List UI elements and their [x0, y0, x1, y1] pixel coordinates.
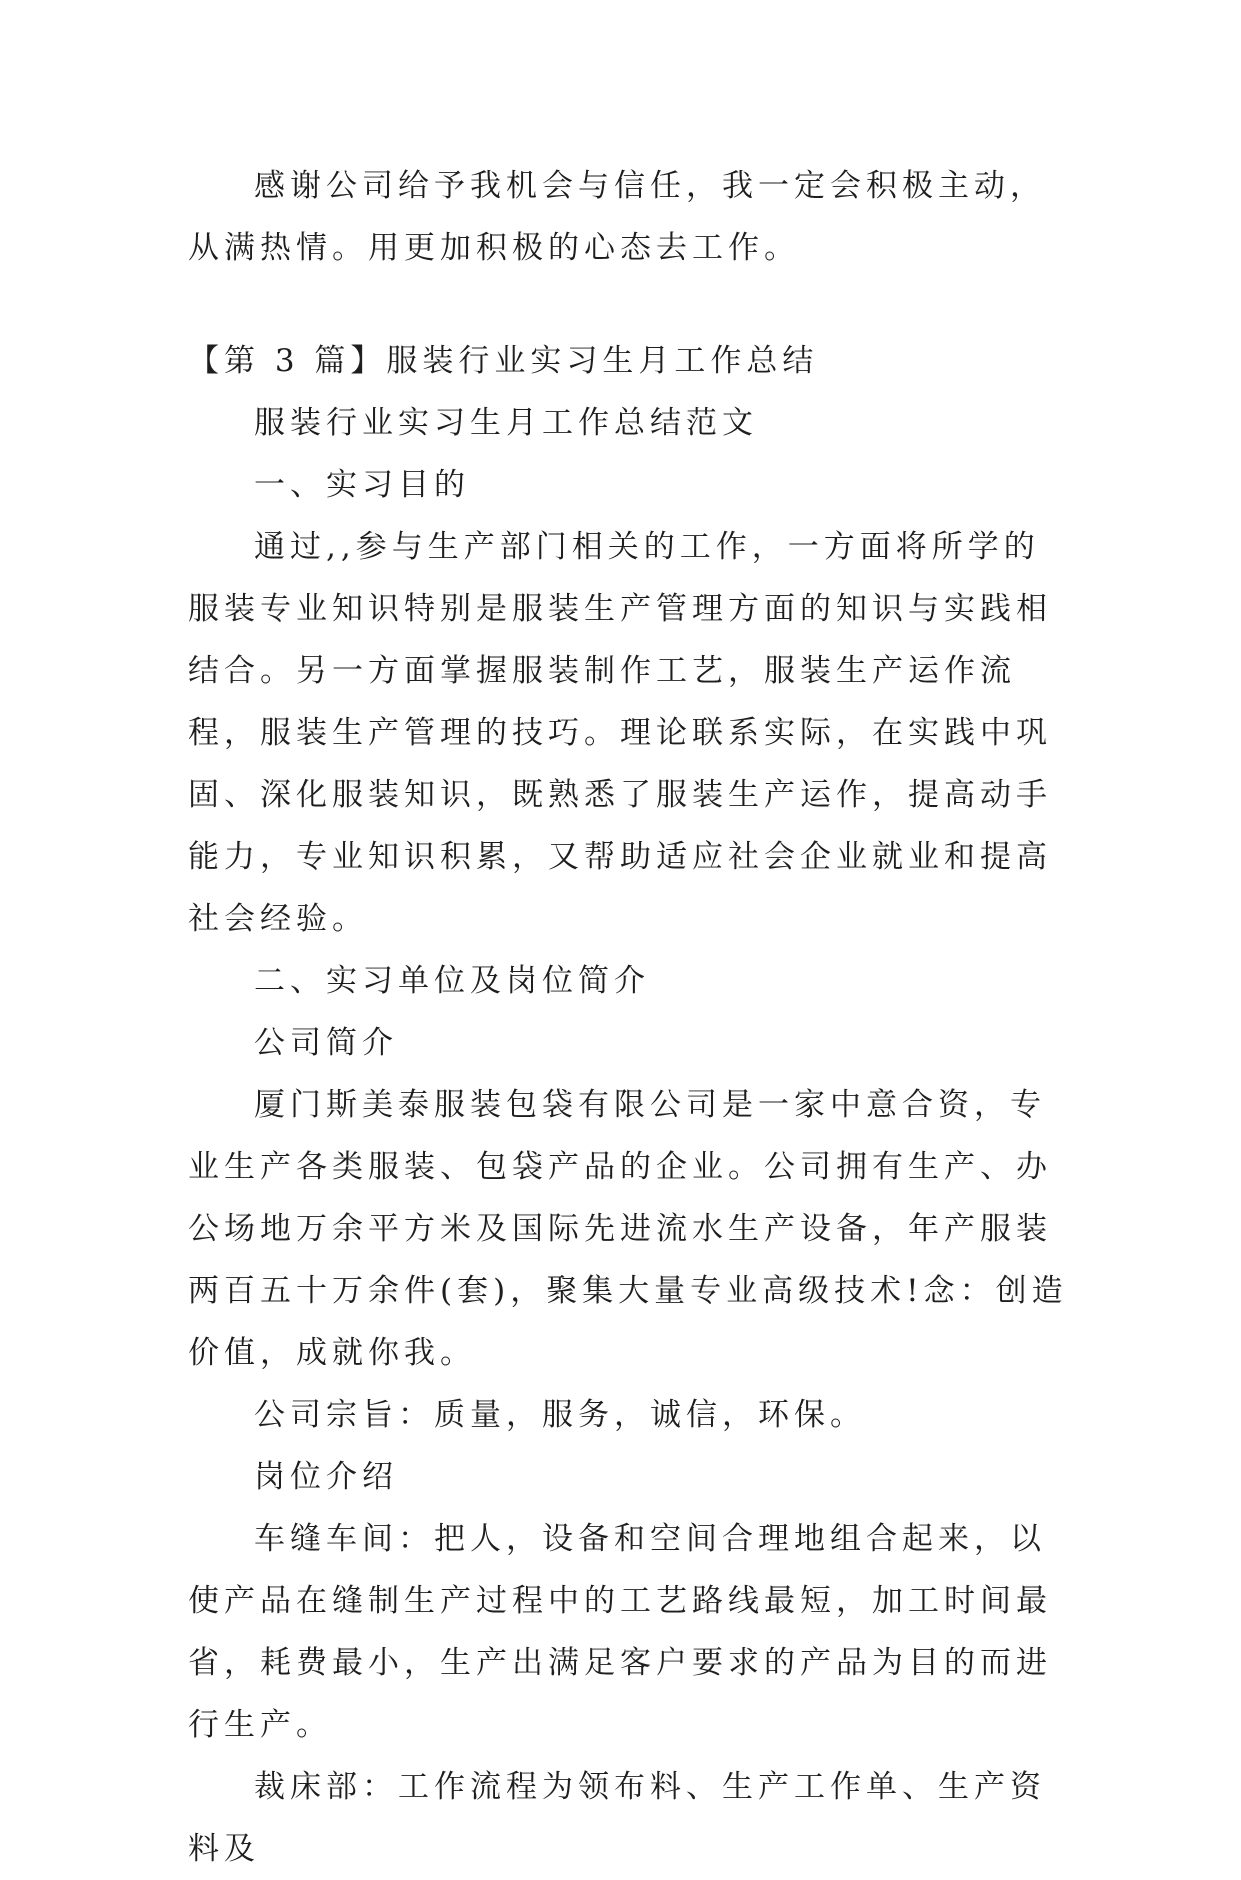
text-block-top — [188, 155, 1068, 279]
paragraph-cutting-department: 裁床部：工作流程为领布料、生产工作单、生产资料及 — [188, 1769, 1046, 1867]
paragraph-company-tenet: 公司宗旨：质量，服务，诚信，环保。 — [254, 1397, 866, 1433]
text-block-main — [188, 330, 1068, 1880]
paragraph-thanks: 感谢公司给予我机会与信任，我一定会积极主动，从满热情。用更加积极的心态去工作。 — [188, 168, 1046, 266]
heading-internship-purpose: 一、实习目的 — [254, 467, 470, 503]
document-subtitle: 服装行业实习生月工作总结范文 — [254, 405, 758, 441]
heading-unit-and-position: 二、实习单位及岗位简介 — [254, 963, 650, 999]
paragraph-purpose: 通过,,参与生产部门相关的工作，一方面将所学的服装专业知识特别是服装生产管理方面的知识与实践相结合。另一方面掌握服装制作工艺，服装生产运作流程，服装生产管理的技巧。理论联系实际，在实践中巩固、深化服装知识，既熟悉了服装生产运作，提高动手能力，专业知识积累，又帮助适应社会企业就业和提高社会经验。 — [188, 529, 1052, 937]
heading-position-intro: 岗位介绍 — [254, 1459, 398, 1495]
paragraph-company-profile: 厦门斯美泰服装包袋有限公司是一家中意合资，专业生产各类服装、包袋产品的企业。公司拥有生产、办公场地万余平方米及国际先进流水生产设备，年产服装两百五十万余件(套)，聚集大量专业高级技术!念：创造价值，成就你我。 — [188, 1087, 1068, 1371]
paragraph-sewing-workshop: 车缝车间：把人，设备和空间合理地组合起来，以使产品在缝制生产过程中的工艺路线最短，加工时间最省，耗费最小，生产出满足客户要求的产品为目的而进行生产。 — [188, 1521, 1052, 1743]
heading-company-profile: 公司简介 — [254, 1025, 398, 1061]
section-title: 【第 3 篇】服装行业实习生月工作总结 — [188, 343, 819, 379]
